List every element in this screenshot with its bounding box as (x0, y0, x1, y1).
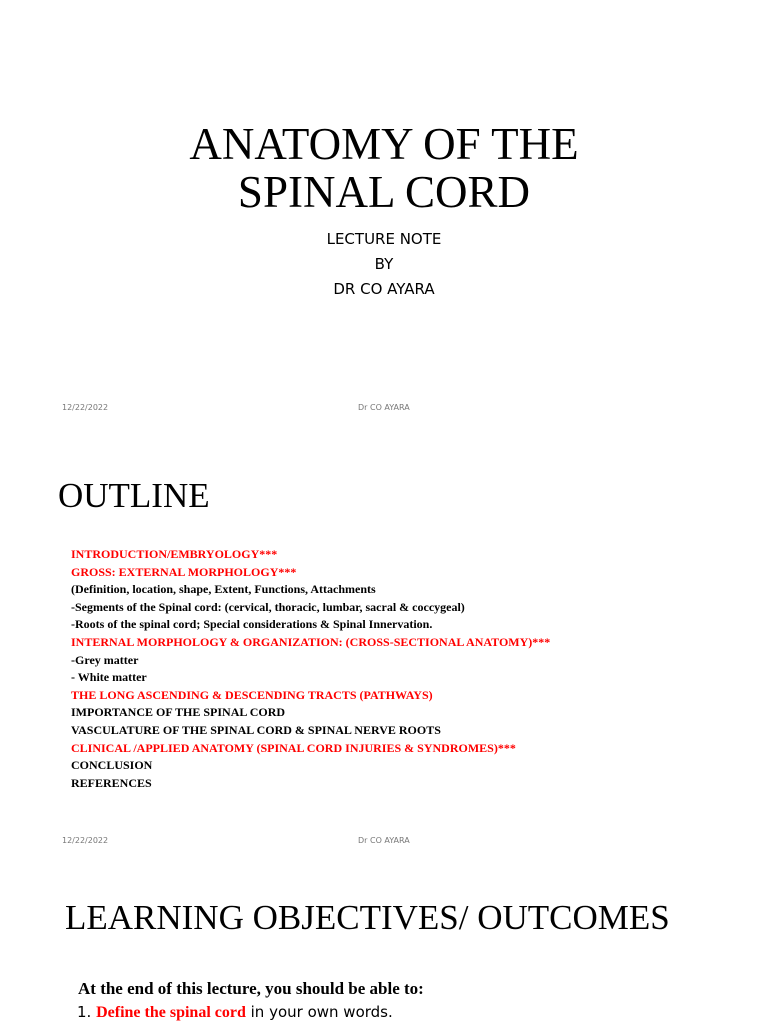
objectives-slide (0, 864, 768, 1024)
outline-item: (Definition, location, shape, Extent, Functions, Attachments (71, 582, 376, 597)
outline-title: OUTLINE (58, 476, 210, 515)
title-line-2: SPINAL CORD (237, 167, 531, 217)
outline-item: -Grey matter (71, 652, 139, 667)
objective-number: 1. (77, 1003, 92, 1021)
outline-item: INTRODUCTION/EMBRYOLOGY*** (71, 547, 278, 561)
outline-item: INTERNAL MORPHOLOGY & ORGANIZATION: (CROSS-SECTIONAL ANATOMY)*** (71, 634, 551, 649)
subtitle-line-1: LECTURE NOTE (326, 230, 442, 248)
title-slide (0, 0, 768, 432)
objective-highlight: Define the spinal cord (96, 1004, 246, 1021)
outline-item: IMPORTANCE OF THE SPINAL CORD (71, 705, 286, 720)
subtitle-line-3: DR CO AYARA (333, 280, 435, 298)
outline-item: GROSS: EXTERNAL MORPHOLOGY*** (71, 564, 297, 579)
slide-title (0, 120, 768, 216)
outline-item: -Roots of the spinal cord; Special considerations & Spinal Innervation. (71, 617, 433, 632)
outline-item: REFERENCES (71, 775, 152, 790)
footer-author: Dr CO AYARA (358, 403, 410, 412)
outline-slide (0, 432, 768, 864)
objectives-intro: At the end of this lecture, you should be able to: (78, 979, 424, 998)
outline-list (71, 546, 550, 792)
footer-date: 12/22/2022 (62, 403, 109, 412)
slide-subtitle (0, 227, 768, 302)
objectives-title: LEARNING OBJECTIVES/ OUTCOMES (65, 898, 670, 937)
outline-item: VASCULATURE OF THE SPINAL CORD & SPINAL NERVE ROOTS (71, 722, 441, 737)
outline-item: CONCLUSION (71, 758, 153, 773)
objective-item (77, 1003, 393, 1022)
outline-item: CLINICAL /APPLIED ANATOMY (SPINAL CORD INJURIES & SYNDROMES)*** (71, 740, 516, 755)
outline-item: -Segments of the Spinal cord: (cervical, thoracic, lumbar, sacral & coccygeal) (71, 599, 465, 614)
outline-item: - White matter (71, 670, 147, 685)
footer-author: Dr CO AYARA (358, 836, 410, 845)
outline-item: THE LONG ASCENDING & DESCENDING TRACTS (PATHWAYS) (71, 687, 433, 702)
footer-date: 12/22/2022 (62, 836, 109, 845)
title-line-1: ANATOMY OF THE (189, 119, 579, 169)
subtitle-line-2: BY (374, 255, 394, 273)
objective-rest: in your own words. (245, 1003, 393, 1021)
